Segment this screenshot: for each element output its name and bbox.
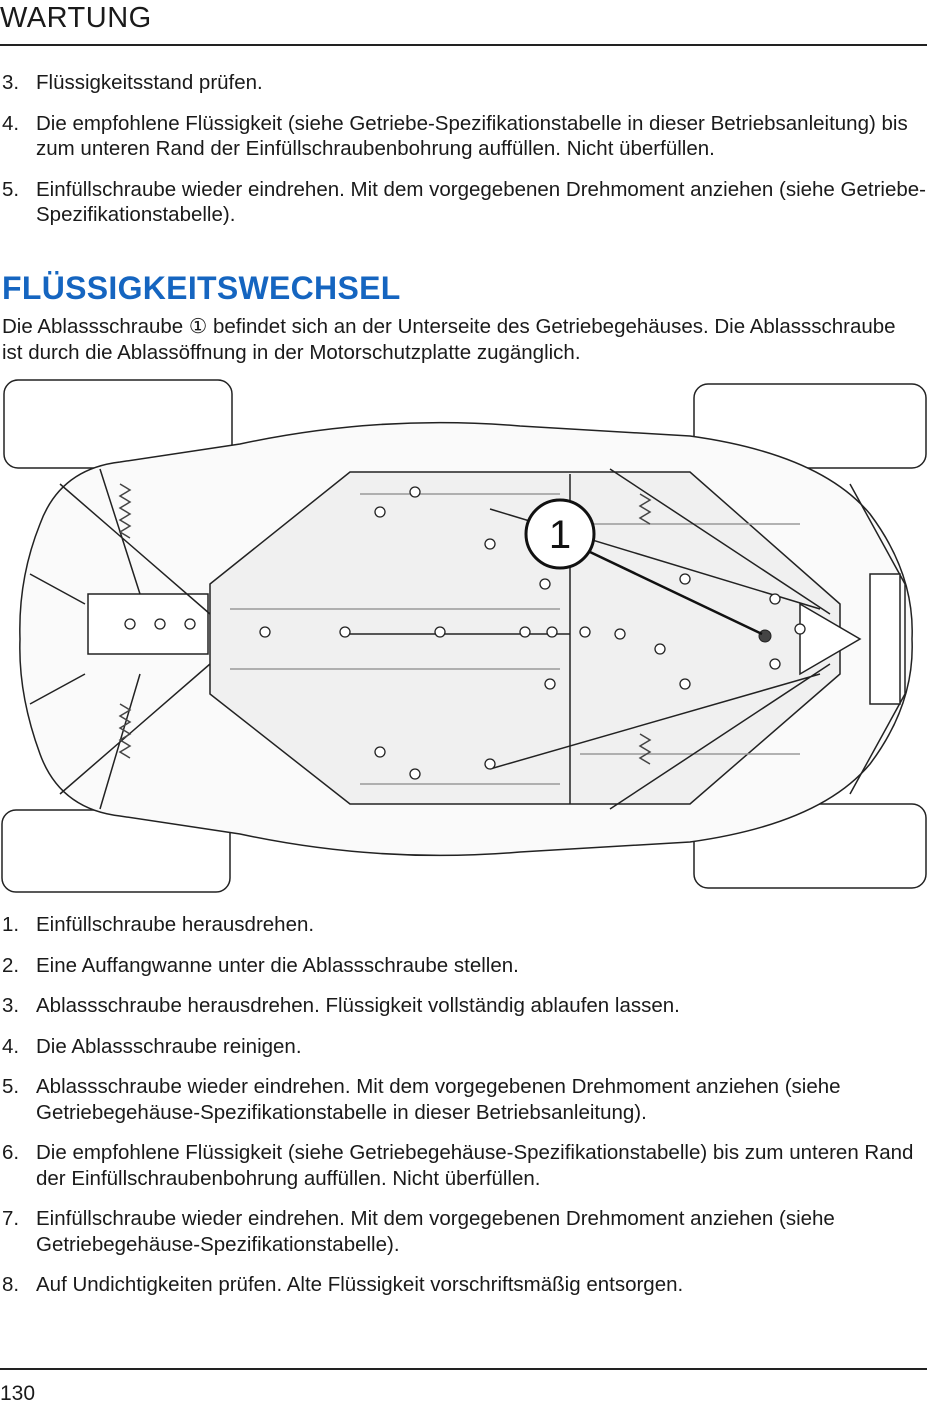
header-rule	[0, 44, 927, 46]
list-item	[0, 1206, 930, 1257]
list-item	[0, 177, 930, 228]
drain-plug-icon	[759, 630, 771, 642]
list-item-number: 3.	[2, 994, 20, 1017]
list-item	[0, 70, 930, 96]
list-item-number: 4.	[2, 1034, 20, 1058]
list-item-number: 8.	[2, 1273, 20, 1296]
footer-rule	[0, 1368, 927, 1370]
list-item-number: 7.	[2, 1207, 20, 1230]
section-title: FLÜSSIGKEITSWECHSEL	[2, 270, 401, 306]
header-title: WARTUNG	[0, 2, 152, 34]
steps-list-bottom	[0, 912, 930, 1298]
list-item	[0, 1272, 930, 1298]
list-item-text: Die empfohlene Flüssigkeit (siehe Getriebegehäuse-Spezifikationstabelle) bis zum unteren Rand der Einfüllschraubenbohrung auffüllen. Nicht überfüllen.	[36, 1141, 914, 1190]
list-item-number: 4.	[2, 111, 20, 135]
steps-list-top	[0, 70, 930, 228]
list-item-text: Auf Undichtigkeiten prüfen. Alte Flüssigkeit vorschriftsmäßig entsorgen.	[36, 1273, 684, 1296]
list-item-number: 3.	[2, 71, 20, 94]
list-item-text: Die empfohlene Flüssigkeit (siehe Getriebe-Spezifikationstabelle in dieser Betriebsanleitung) bis zum unteren Rand der Einfüllschraubenbohrung auffüllen. Nicht überfüllen.	[36, 111, 908, 160]
list-item	[0, 1034, 930, 1060]
list-item-text: Flüssigkeitsstand prüfen.	[36, 71, 263, 94]
list-item-text: Eine Auffangwanne unter die Ablassschraube stellen.	[36, 953, 519, 977]
vehicle-underside-figure	[0, 374, 928, 894]
list-item-number: 6.	[2, 1141, 20, 1164]
list-item	[0, 111, 930, 162]
list-item-text: Ablassschraube herausdrehen. Flüssigkeit vollständig ablaufen lassen.	[36, 994, 680, 1017]
list-item-text: Einfüllschraube wieder eindrehen. Mit dem vorgegebenen Drehmoment anziehen (siehe Getriebegehäuse-Spezifikationstabelle).	[36, 1207, 835, 1256]
list-item-text: Einfüllschraube wieder eindrehen. Mit dem vorgegebenen Drehmoment anziehen (siehe Getriebe-Spezifikationstabelle).	[36, 177, 926, 226]
list-item-number: 1.	[2, 913, 20, 936]
list-item-number: 5.	[2, 177, 20, 201]
list-item-text: Ablassschraube wieder eindrehen. Mit dem vorgegebenen Drehmoment anziehen (siehe Getriebegehäuse-Spezifikationstabelle in dieser Betriebsanleitung).	[36, 1075, 841, 1124]
list-item-number: 2.	[2, 953, 20, 977]
section-intro: Die Ablassschraube ① befindet sich an der Unterseite des Getriebegehäuses. Die Ablassschraube ist durch die Ablassöffnung in der Motorschutzplatte zugänglich.	[2, 315, 896, 364]
callout-label: 1	[548, 513, 572, 557]
list-item	[0, 993, 930, 1019]
list-item-text: Die Ablassschraube reinigen.	[36, 1034, 302, 1058]
list-item-text: Einfüllschraube herausdrehen.	[36, 913, 315, 936]
list-item-number: 5.	[2, 1075, 20, 1098]
list-item	[0, 1140, 930, 1191]
list-item	[0, 953, 930, 979]
list-item	[0, 912, 930, 938]
list-item	[0, 1074, 930, 1125]
page-number: 130	[0, 1382, 36, 1405]
vehicle-underside-drawing	[0, 374, 928, 894]
